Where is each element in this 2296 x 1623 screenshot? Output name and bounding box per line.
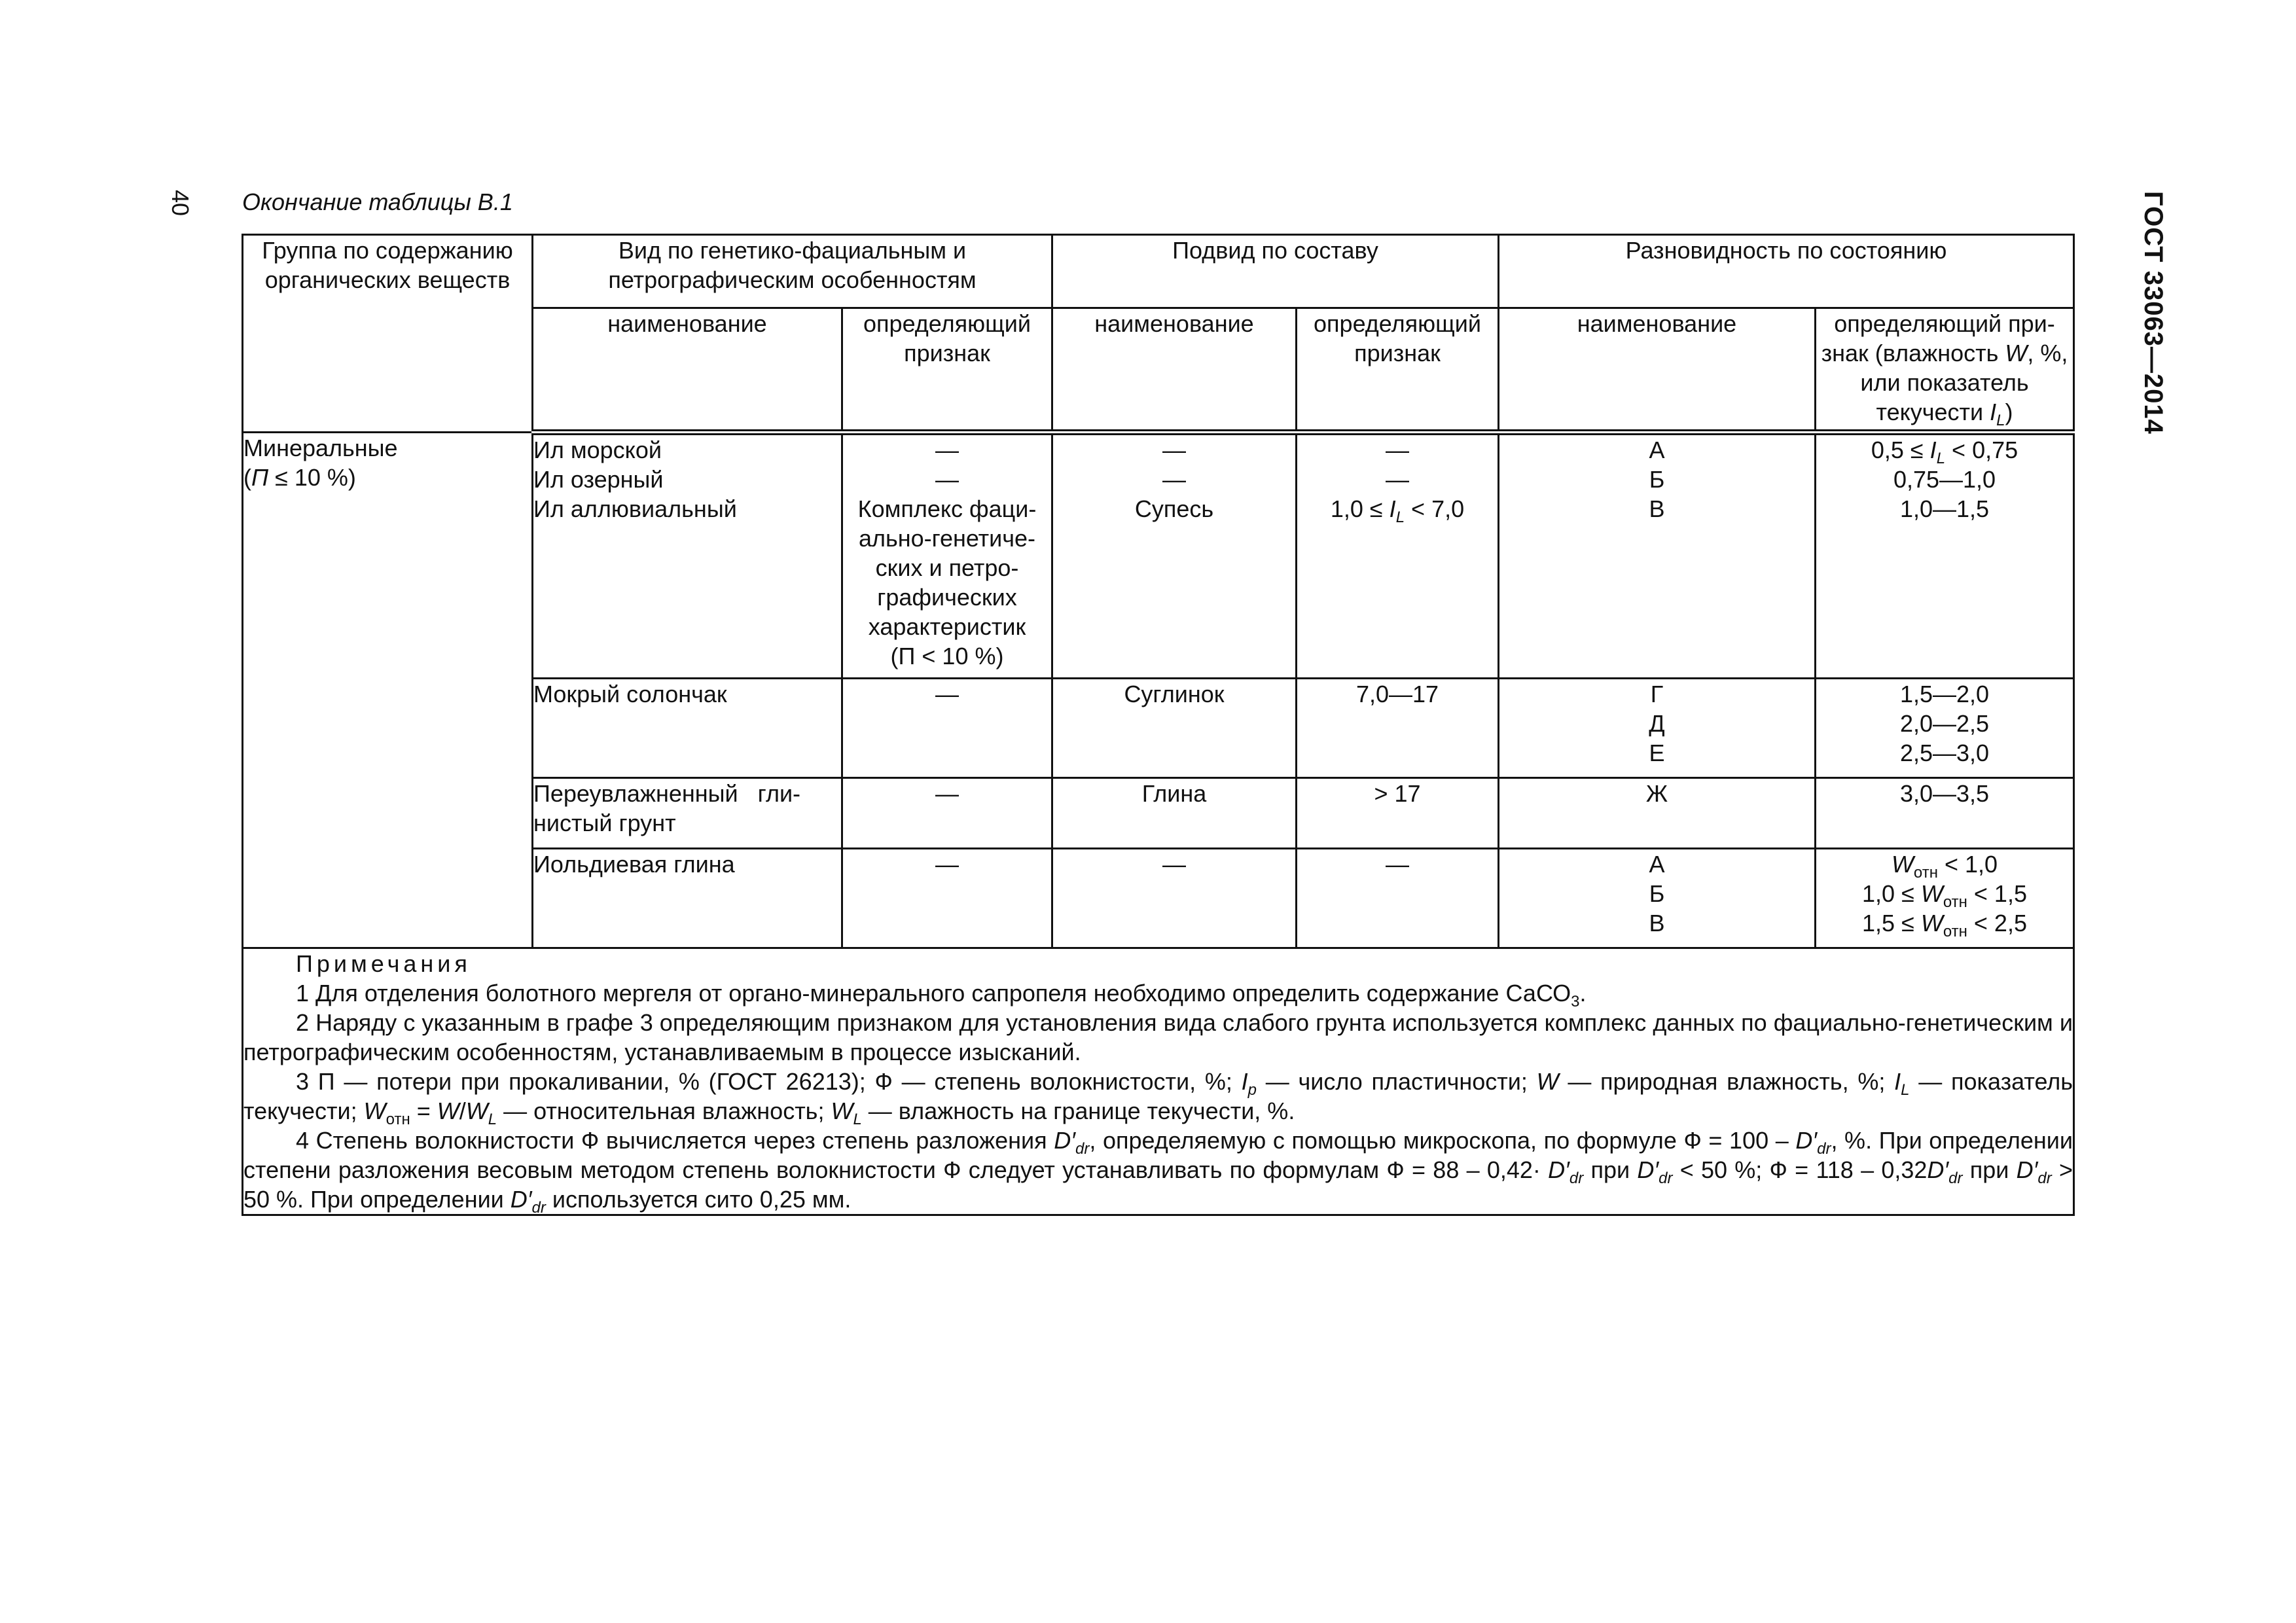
note-4: 4 Степень волокнистости Ф вычисляется через степень разложения $D'_{dr}$, определяемую с помощью микроскопа, по формуле $Ф = 100 - D'_{dr}$, %. При определении степени разложения весовым методом степень волокнистости Ф следует устанавливать по формулам $Ф = 88 - 0,42\cdot D'_{dr}$ при $D'_{dr} < 50$ %; $Ф = 118 - 0,32D'_{dr}$ при $D'_{dr} > 50$ %. При определении $D'_{dr}$ используется сито 0,25 мм. [243, 1127, 2073, 1217]
header-variety-name: наименование [1499, 308, 1816, 433]
subkind-feature-cell-yoldia-clay: — [1297, 849, 1499, 948]
variety-feature-cell-yoldia-clay: $W_{отн} < 1,0$ $1,0 \le W_{отн} < 1,5$ $1,5 \le W_{отн} < 2,5$ [1816, 849, 2074, 948]
header-kind: Вид по генетико-фациальным и петрографическим особенностям [533, 235, 1052, 308]
header-group: Группа по содержанию органических веществ [243, 235, 533, 433]
kind-feature-cell-yoldia-clay: — [842, 849, 1052, 948]
variety-name-cell-waterlogged-clay: Ж [1499, 778, 1816, 849]
subkind-name-cell-yoldia-clay: — [1052, 849, 1297, 948]
soil-classification-table [242, 234, 2075, 1216]
subkind-name-cell-solonchak: Суглинок [1052, 679, 1297, 778]
notes-section [243, 948, 2074, 1215]
variety-name-cell-silts: А Б В [1499, 433, 1816, 679]
variety-feature-cell-waterlogged-clay: 3,0—3,5 [1816, 778, 2074, 849]
header-kind-feature: определяющий признак [842, 308, 1052, 433]
subkind-feature-cell-solonchak: 7,0—17 [1297, 679, 1499, 778]
header-subkind-feature: определяющий признак [1297, 308, 1499, 433]
group-cell-mineral: Минеральные (П ≤ 10 %) [243, 433, 533, 948]
variety-name-cell-yoldia-clay: А Б В [1499, 849, 1816, 948]
notes-title: Примечания [296, 950, 471, 977]
note-1: 1 Для отделения болотного мергеля от органо-минерального сапропеля необходимо определить содержание СаСО$_3$. [296, 980, 1587, 1011]
kind-feature-cell-silts: — — Комплекс фаци- ально-генетиче- ских и петро- графических характеристик (П < 10 %) [842, 433, 1052, 679]
header-variety: Разновидность по состоянию [1499, 235, 2074, 308]
header-kind-name: наименование [533, 308, 842, 433]
header-subkind: Подвид по составу [1052, 235, 1499, 308]
kind-cell-yoldia-clay: Иольдиевая глина [533, 849, 842, 948]
subkind-name-cell-waterlogged-clay: Глина [1052, 778, 1297, 849]
variety-name-cell-solonchak: Г Д Е [1499, 679, 1816, 778]
subkind-feature-cell-silts: — — $1,0 \le I_L < 7,0$ [1297, 433, 1499, 679]
continuation-title: Окончание таблицы В.1 [242, 188, 513, 215]
kind-feature-cell-solonchak: — [842, 679, 1052, 778]
subkind-name-cell-silts: — — Супесь [1052, 433, 1297, 679]
standard-code: ГОСТ 33063—2014 [2139, 191, 2168, 435]
note-3: 3 П — потери при прокаливании, % (ГОСТ 26213); Ф — степень волокнистости, %; $I_p$ — число пластичности; W — природная влажность, %; $I_L$ — показатель текучести; $W_{отн} = W/W_L$ — относительная влажность; $W_L$ — влажность на границе текучести, %. [243, 1068, 2073, 1129]
header-subkind-name: наименование [1052, 308, 1297, 433]
page-number: 40 [167, 190, 194, 217]
note-2: 2 Наряду с указанным в графе 3 определяющим признаком для установления вида слабого грунта используется комплекс данных по фациально-генетическим и петрографическим особенностям, устанавливаемым в процессе изысканий. [243, 1009, 2073, 1065]
variety-feature-cell-solonchak: 1,5—2,0 2,0—2,5 2,5—3,0 [1816, 679, 2074, 778]
header-variety-feature: определяющий при- знак (влажность W, %, или показатель текучести $I_L$) [1816, 308, 2074, 433]
kind-cell-solonchak: Мокрый солончак [533, 679, 842, 778]
subkind-feature-cell-waterlogged-clay: > 17 [1297, 778, 1499, 849]
kind-cell-silts: Ил морской Ил озерный Ил аллювиальный [533, 433, 842, 679]
kind-feature-cell-waterlogged-clay: — [842, 778, 1052, 849]
variety-feature-cell-silts: $0,5 \le I_L < 0,75$ 0,75—1,0 1,0—1,5 [1816, 433, 2074, 679]
kind-cell-waterlogged-clay: Переувлажненный гли- нистый грунт [533, 778, 842, 849]
